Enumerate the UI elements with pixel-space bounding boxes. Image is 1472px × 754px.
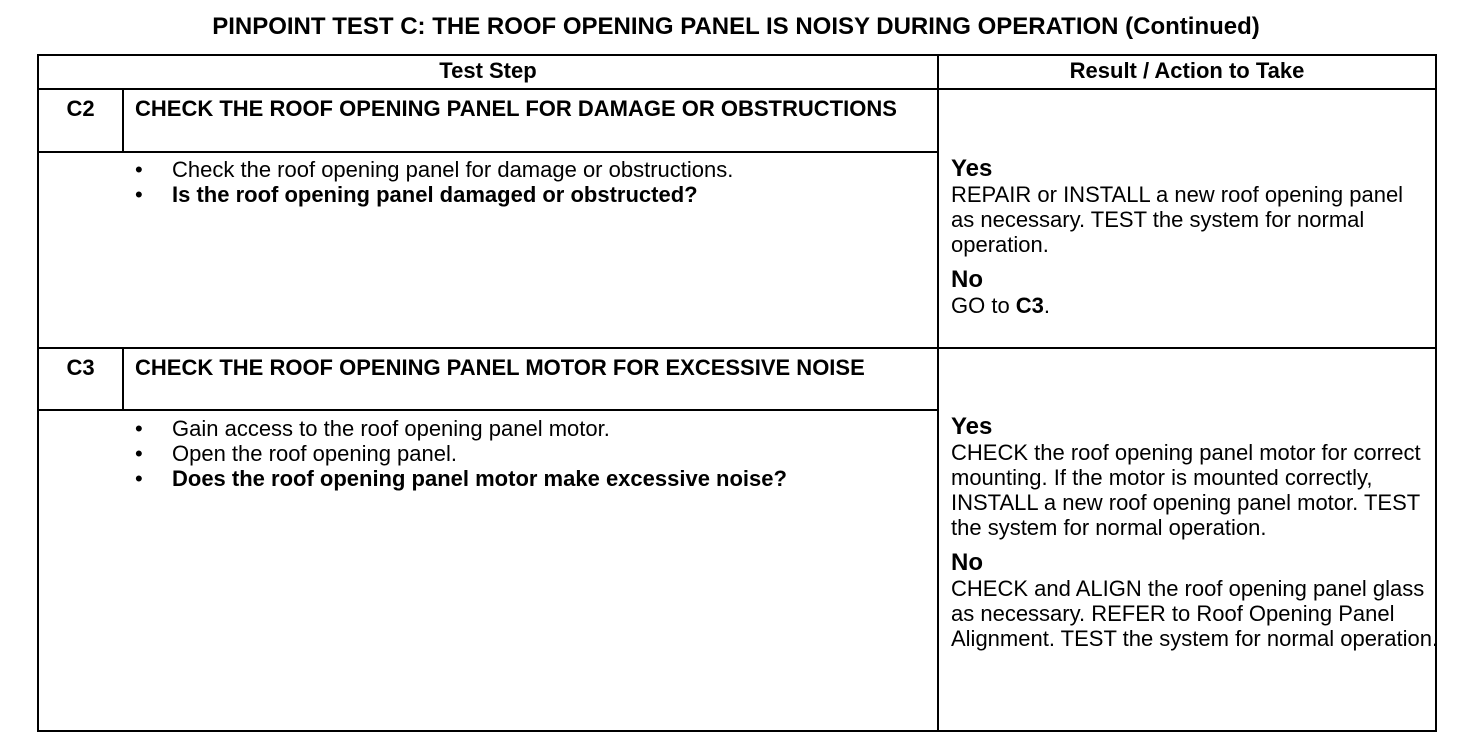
header-divider xyxy=(39,88,1435,90)
no-label: No xyxy=(951,549,983,576)
step-result xyxy=(939,156,1439,318)
yes-label: Yes xyxy=(951,155,993,182)
step-instructions xyxy=(124,416,936,491)
step-id: C3 xyxy=(66,355,95,380)
no-action: GO to C3. xyxy=(951,293,1051,318)
question-item: • Does the roof opening panel motor make excessive noise? xyxy=(135,466,787,491)
no-label: No xyxy=(951,266,983,293)
c2-title-divider xyxy=(39,151,937,153)
yes-label: Yes xyxy=(951,413,993,440)
step-title: CHECK THE ROOF OPENING PANEL MOTOR FOR EXCESSIVE NOISE xyxy=(135,355,865,380)
step-title: CHECK THE ROOF OPENING PANEL FOR DAMAGE OR OBSTRUCTIONS xyxy=(135,96,897,121)
step-reference: C3 xyxy=(1015,293,1044,318)
question-item: • Is the roof opening panel damaged or obstructed? xyxy=(135,182,698,207)
step-divider xyxy=(39,347,1435,349)
page-title: PINPOINT TEST C: THE ROOF OPENING PANEL IS NOISY DURING OPERATION (Continued) xyxy=(212,13,1260,40)
yes-action: CHECK the roof opening panel motor for correct mounting. If the motor is mounted correctly, INSTALL a new roof opening panel motor. TEST the system for normal operation. xyxy=(951,440,1421,540)
step-id: C2 xyxy=(66,96,95,121)
column-header-result-action: Result / Action to Take xyxy=(1069,58,1305,83)
instruction-item: • Gain access to the roof opening panel motor. xyxy=(135,416,610,441)
c3-title-divider xyxy=(39,409,937,411)
column-header-test-step: Test Step xyxy=(439,58,537,83)
no-action: CHECK and ALIGN the roof opening panel glass as necessary. REFER to Roof Opening Panel Alignment. TEST the system for normal operation. xyxy=(951,576,1439,651)
instruction-item: • Check the roof opening panel for damage or obstructions. xyxy=(135,157,734,182)
step-instructions xyxy=(124,157,936,207)
yes-action: REPAIR or INSTALL a new roof opening panel as necessary. TEST the system for normal operation. xyxy=(951,182,1404,257)
pinpoint-test-table xyxy=(37,54,1437,732)
instruction-item: • Open the roof opening panel. xyxy=(135,441,458,466)
step-result xyxy=(939,414,1439,651)
